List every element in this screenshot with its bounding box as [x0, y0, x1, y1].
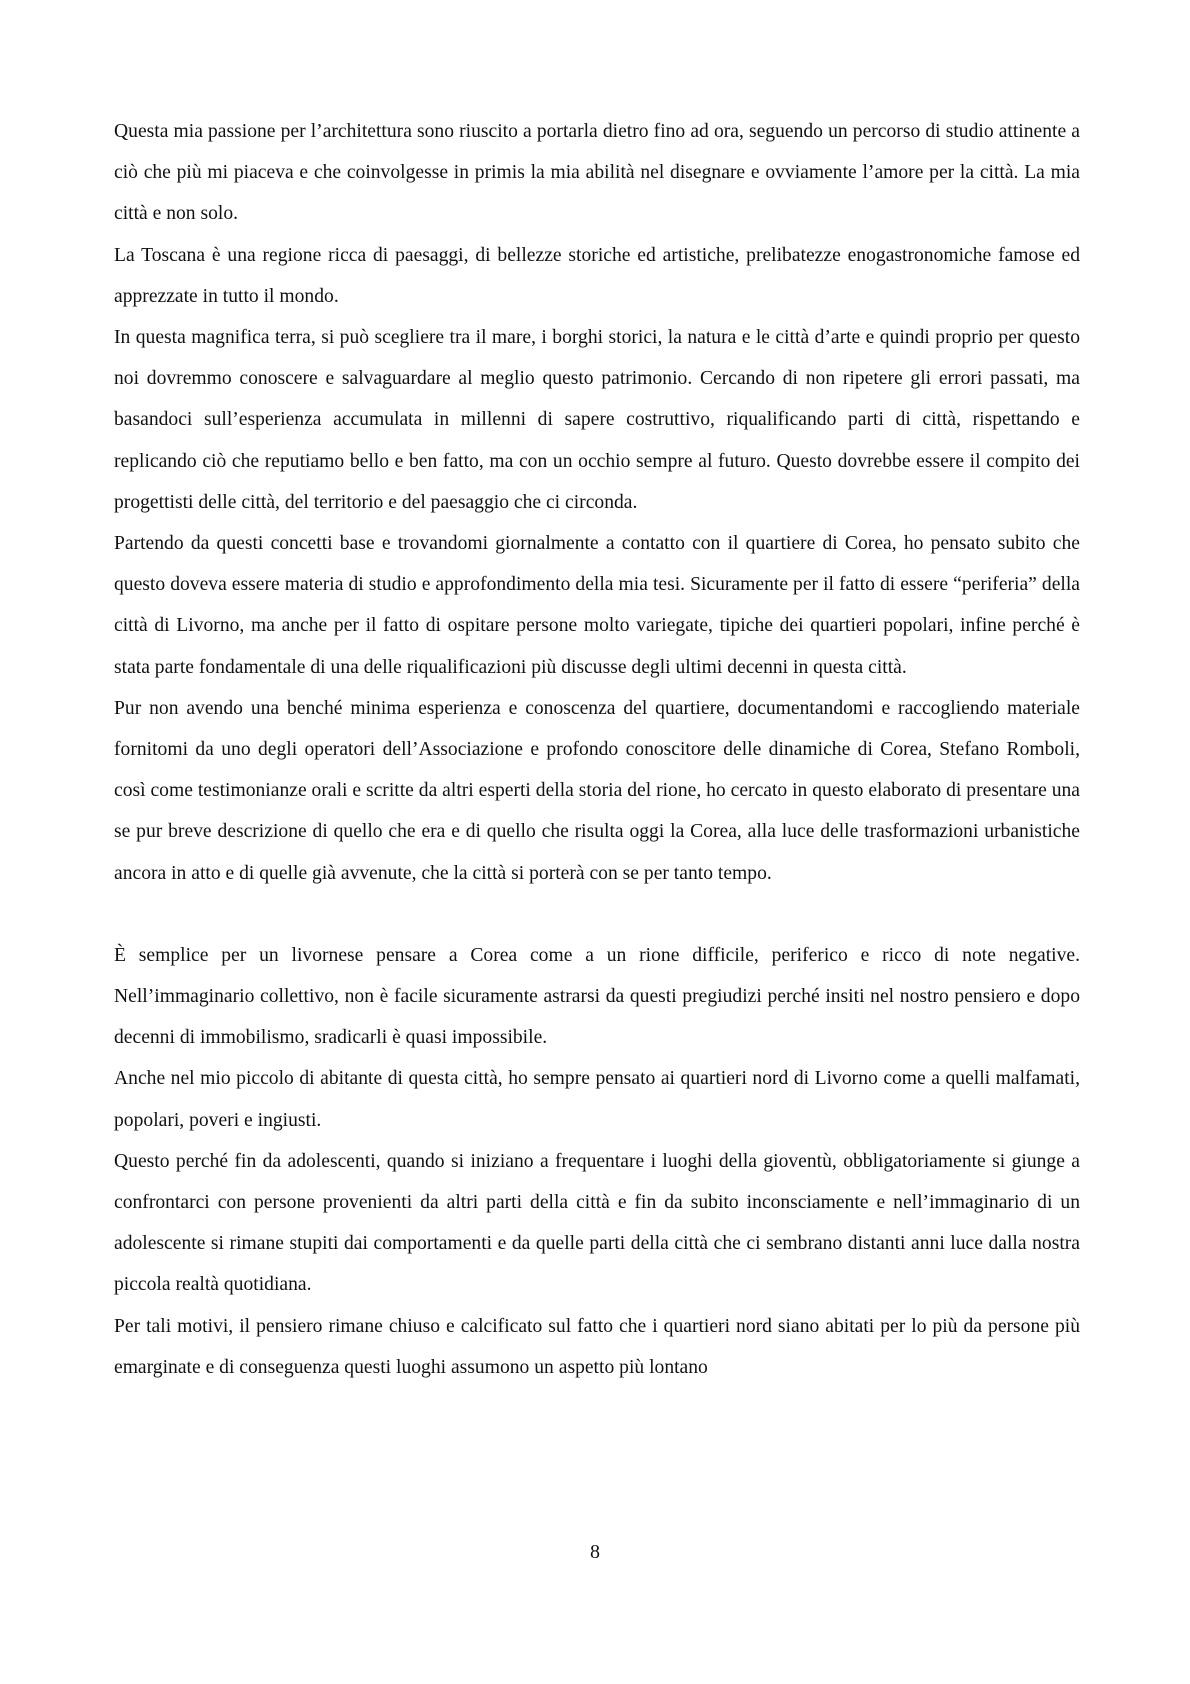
- paragraph-magnificent-land: In questa magnifica terra, si può scegliere tra il mare, i borghi storici, la natura e le città d’arte e quindi proprio per questo noi dovremmo conoscere e salvaguardare al meglio questo patrimonio. Cercando di non ripetere gli errori passati, ma basandoci sull’esperienza accumulata in millenni di sapere costruttivo, riqualificando parti di città, rispettando e replicando ciò che reputiamo bello e ben fatto, ma con un occhio sempre al futuro. Questo dovrebbe essere il compito dei progettisti delle città, del territorio e del paesaggio che ci circonda.: [114, 327, 1080, 513]
- paragraph-adolescence: Questo perché fin da adolescenti, quando si iniziano a frequentare i luoghi della gioventù, obbligatoriamente si giunge a confrontarci con persone provenienti da altri parti della città e fin da subito inconsciamente e nell’immaginario di un adolescente si rimane stupiti dai comportamenti e da quelle parti della città che ci sembrano distanti anni luce dalla nostra piccola realtà quotidiana.: [114, 1150, 1080, 1296]
- page-number: 8: [590, 1541, 600, 1563]
- paragraph-architecture-passion: Questa mia passione per l’architettura sono riuscito a portarla dietro fino ad ora, seguendo un percorso di studio attinente a ciò che più mi piaceva e che coinvolgesse in primis la mia abilità nel disegnare e ovviamente l’amore per la città. La mia città e non solo.: [114, 121, 1080, 225]
- document-body: [114, 111, 1080, 1388]
- paragraph-documentation: Pur non avendo una benché minima esperienza e conoscenza del quartiere, documentandomi e raccogliendo materiale fornitomi da uno degli operatori dell’Associazione e profondo conoscitore delle dinamiche di Corea, Stefano Romboli, così come testimonianze orali e scritte da altri esperti della storia del rione, ho cercato in questo elaborato di presentare una se pur breve descrizione di quello che era e di quello che risulta oggi la Corea, alla luce delle trasformazioni urbanistiche ancora in atto e di quelle già avvenute, che la città si porterà con se per tanto tempo.: [114, 697, 1080, 884]
- paragraph-marginalized: Per tali motivi, il pensiero rimane chiuso e calcificato sul fatto che i quartieri nord siano abitati per lo più da persone più emarginate e di conseguenza questi luoghi assumono un aspetto più lontano: [114, 1315, 1080, 1378]
- paragraph-tuscany: La Toscana è una regione ricca di paesaggi, di bellezze storiche ed artistiche, prelibatezze enogastronomiche famose ed apprezzate in tutto il mondo.: [114, 244, 1080, 307]
- paragraph-livornese-perception: È semplice per un livornese pensare a Corea come a un rione difficile, periferico e ricco di note negative. Nell’immaginario collettivo, non è facile sicuramente astrarsi da questi pregiudizi perché insiti nel nostro pensiero e dopo decenni di immobilismo, sradicarli è quasi impossibile.: [114, 944, 1080, 1049]
- paragraph-north-quarters: Anche nel mio piccolo di abitante di questa città, ho sempre pensato ai quartieri nord di Livorno come a quelli malfamati, popolari, poveri e ingiusti.: [114, 1068, 1080, 1131]
- paragraph-corea-thesis: Partendo da questi concetti base e trovandomi giornalmente a contatto con il quartiere di Corea, ho pensato subito che questo doveva essere materia di studio e approfondimento della mia tesi. Sicuramente per il fatto di essere “periferia” della città di Livorno, ma anche per il fatto di ospitare persone molto variegate, tipiche dei quartieri popolari, infine perché è stata parte fondamentale di una delle riqualificazioni più discusse degli ultimi decenni in questa città.: [114, 533, 1080, 678]
